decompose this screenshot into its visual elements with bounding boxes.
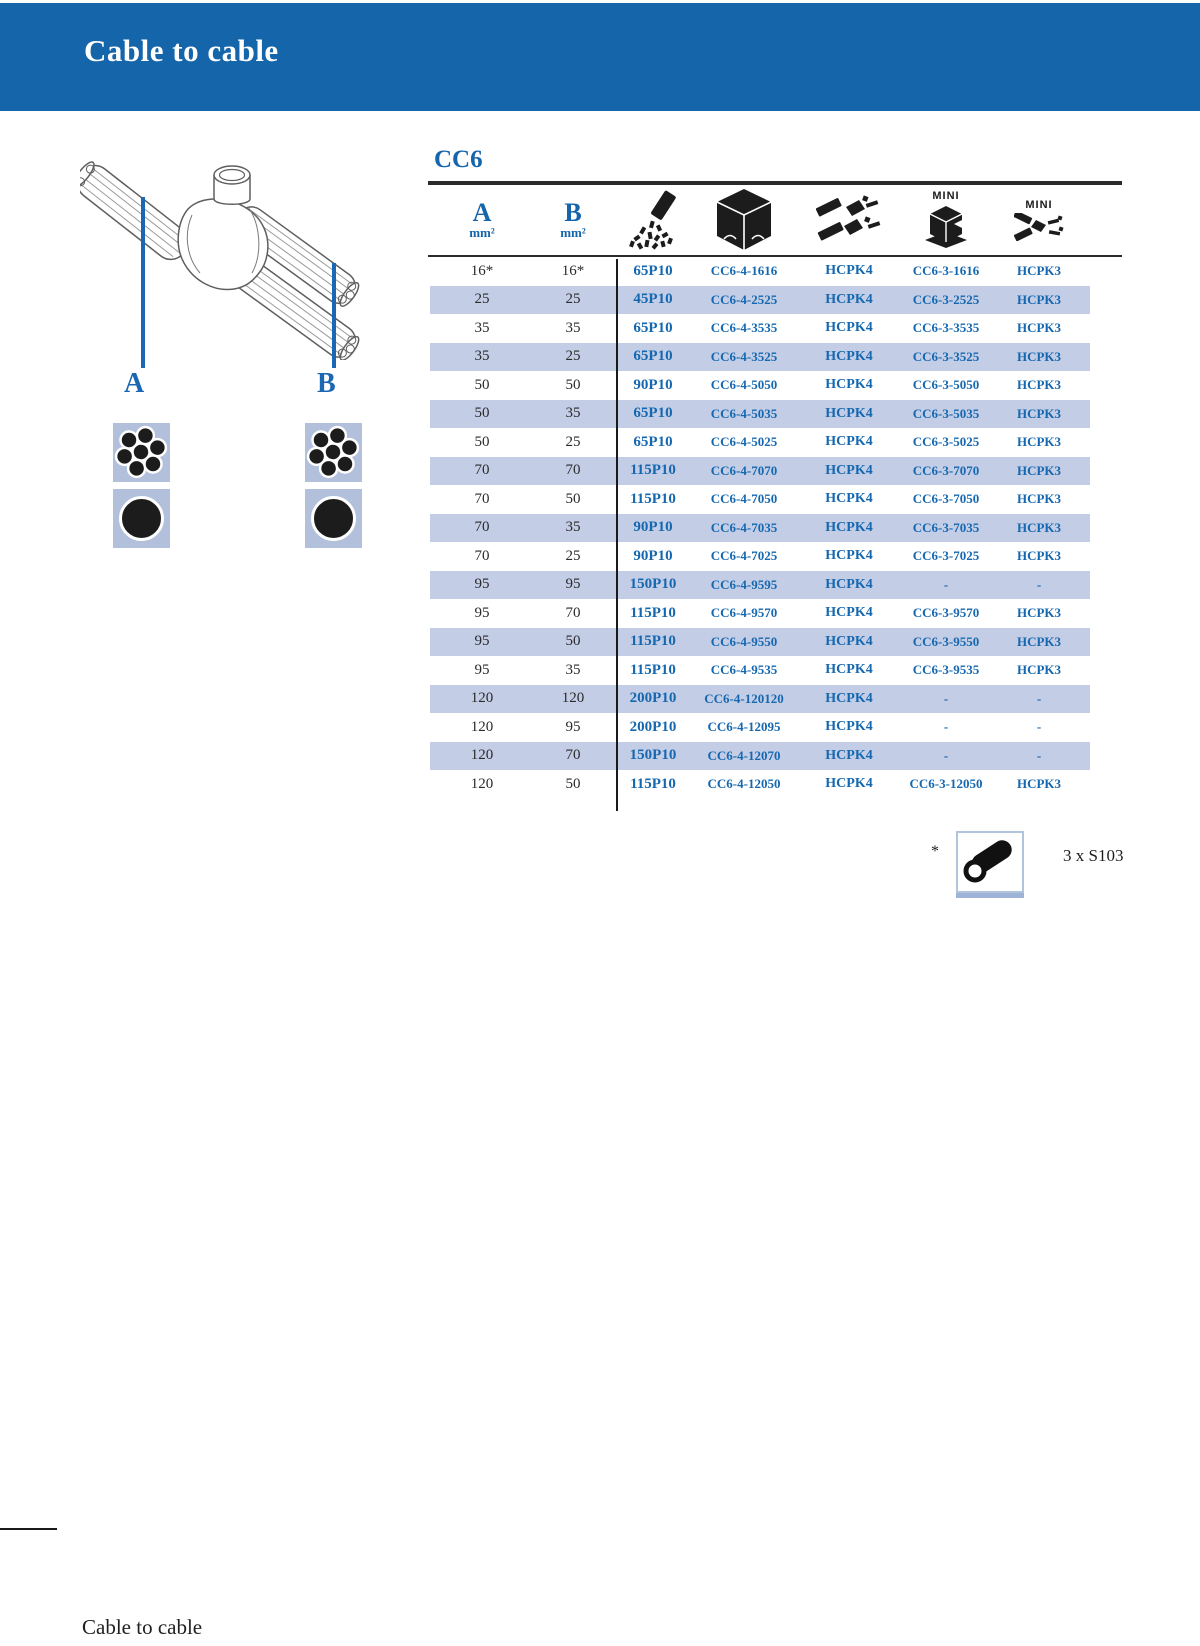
table-row: [430, 457, 1090, 486]
table-cell: 120: [470, 718, 494, 735]
table-cell: CC6-4-9550: [710, 633, 778, 649]
table-cell: 25: [565, 348, 581, 365]
table-cell: HCPK4: [825, 263, 873, 279]
pointer-line-b: [332, 263, 336, 368]
mini-shell-icon: [924, 204, 968, 250]
table-cell: CC6-4-2525: [710, 291, 778, 307]
table-cell: 95: [474, 661, 490, 678]
label-a: A: [124, 368, 145, 399]
table-row: [430, 371, 1090, 400]
table-vertical-divider: [616, 259, 618, 811]
table-cell: 70: [565, 604, 581, 621]
table-cell: HCPK3: [1016, 462, 1062, 478]
table-cell: HCPK3: [1016, 405, 1062, 421]
table-cell: CC6-3-5035: [912, 405, 980, 421]
table-row: [430, 713, 1090, 742]
table-cell: CC6-4-120120: [704, 690, 784, 706]
table-row: [430, 656, 1090, 685]
table-cell: 90P10: [633, 519, 673, 536]
stranded-conductor-icon: [305, 423, 362, 482]
tile-b-solid: [305, 489, 362, 548]
table-cell: 45P10: [633, 291, 673, 308]
table-cell: 70: [474, 519, 490, 536]
column-header-shell: [694, 189, 794, 251]
table-cell: 95: [474, 576, 490, 593]
table-cell: CC6-4-1616: [710, 263, 778, 279]
connector-body-drawing: [178, 166, 268, 289]
mini-connector-icon: [1014, 213, 1064, 241]
table-cell: -: [1036, 576, 1042, 592]
table-row: [430, 770, 1090, 799]
table-cell: HCPK4: [825, 348, 873, 364]
table-cell: 120: [470, 690, 494, 707]
table-title: CC6: [434, 146, 483, 173]
footnote-cable-box: [956, 831, 1024, 893]
table-cell: 150P10: [629, 747, 677, 764]
table-cell: CC6-3-7050: [912, 491, 980, 507]
table-cell: 65P10: [633, 348, 673, 365]
stranded-conductor-icon: [113, 423, 170, 482]
table-cell: HCPK4: [825, 719, 873, 735]
footnote-box-strip: [956, 893, 1024, 898]
table-row: [430, 400, 1090, 429]
table-row: [430, 571, 1090, 600]
table-cell: HCPK3: [1016, 348, 1062, 364]
table-cell: 150P10: [629, 576, 677, 593]
mini-caption: MINI: [932, 189, 960, 202]
table-cell: HCPK4: [825, 377, 873, 393]
table-cell: 50: [565, 775, 581, 792]
table-cell: 50: [565, 490, 581, 507]
table-cell: 35: [565, 661, 581, 678]
tile-a-solid: [113, 489, 170, 548]
column-header-resin: [612, 190, 694, 250]
table-cell: CC6-4-9535: [710, 662, 778, 678]
table-cell: -: [943, 719, 949, 735]
table-cell: HCPK4: [825, 434, 873, 450]
table-cell: CC6-3-2525: [912, 291, 980, 307]
table-cell: 35: [565, 319, 581, 336]
column-a-label: A: [472, 197, 492, 227]
table-cell: 25: [474, 291, 490, 308]
table-cell: -: [943, 576, 949, 592]
table-cell: 35: [565, 405, 581, 422]
table-cell: 200P10: [629, 718, 677, 735]
table-cell: -: [943, 690, 949, 706]
table-cell: CC6-4-9595: [710, 576, 778, 592]
table-cell: 65P10: [633, 262, 673, 279]
table-cell: CC6-4-5050: [710, 377, 778, 393]
tile-a-stranded: [113, 423, 170, 482]
table-cell: 65P10: [633, 319, 673, 336]
table-cell: HCPK4: [825, 491, 873, 507]
table-cell: CC6-4-5035: [710, 405, 778, 421]
tile-b-stranded: [305, 423, 362, 482]
table-cell: HCPK4: [825, 519, 873, 535]
table-cell: 16*: [470, 262, 494, 279]
table-row: [430, 428, 1090, 457]
table-cell: 120: [561, 690, 585, 707]
footnote-asterisk: *: [931, 843, 939, 860]
solid-conductor-icon: [113, 489, 170, 548]
table-row: [430, 628, 1090, 657]
cable-a-drawing: [80, 158, 194, 266]
table-cell: HCPK3: [1016, 662, 1062, 678]
table-cell: CC6-3-9535: [912, 662, 980, 678]
table-cell: 95: [474, 604, 490, 621]
table-cell: HCPK3: [1016, 320, 1062, 336]
table-cell: HCPK3: [1016, 263, 1062, 279]
column-header-b: [534, 197, 612, 240]
cable-stub-icon: [958, 833, 1018, 887]
table-cell: CC6-3-1616: [912, 263, 980, 279]
table-cell: 70: [474, 462, 490, 479]
column-header-mini-connector: [988, 200, 1090, 241]
table-cell: 65P10: [633, 433, 673, 450]
table-cell: 25: [565, 433, 581, 450]
table-cell: 120: [470, 747, 494, 764]
table-cell: CC6-3-3525: [912, 348, 980, 364]
table-rows: [428, 257, 1122, 799]
product-table: [428, 147, 1122, 799]
table-cell: 50: [474, 376, 490, 393]
table-cell: CC6-3-5025: [912, 434, 980, 450]
table-cell: CC6-4-5025: [710, 434, 778, 450]
table-cell: 35: [474, 319, 490, 336]
table-cell: HCPK4: [825, 776, 873, 792]
table-cell: CC6-4-7025: [710, 548, 778, 564]
table-cell: CC6-4-7050: [710, 491, 778, 507]
table-cell: 70: [474, 490, 490, 507]
column-header-mini-shell: [904, 191, 988, 250]
table-cell: -: [1036, 690, 1042, 706]
table-cell: -: [1036, 747, 1042, 763]
table-cell: HCPK4: [825, 633, 873, 649]
table-cell: 70: [565, 462, 581, 479]
table-cell: 115P10: [630, 604, 676, 621]
table-cell: 70: [474, 547, 490, 564]
table-cell: CC6-3-12050: [909, 776, 983, 792]
column-b-unit: mm²: [560, 224, 586, 240]
table-cell: 25: [565, 547, 581, 564]
table-cell: HCPK3: [1016, 491, 1062, 507]
table-cell: HCPK4: [825, 320, 873, 336]
table-cell: CC6-3-9550: [912, 633, 980, 649]
table-cell: HCPK3: [1016, 605, 1062, 621]
table-cell: 115P10: [630, 462, 676, 479]
table-cell: HCPK3: [1016, 377, 1062, 393]
table-cell: 35: [565, 519, 581, 536]
table-cell: 50: [474, 405, 490, 422]
table-cell: 90P10: [633, 376, 673, 393]
table-row: [430, 314, 1090, 343]
table-row: [430, 542, 1090, 571]
cable-connector-illustration: [80, 148, 390, 360]
table-cell: 115P10: [630, 775, 676, 792]
table-cell: 16*: [561, 262, 585, 279]
connector-clamps-icon: [816, 194, 882, 246]
table-row: [430, 485, 1090, 514]
column-header-a: [430, 197, 534, 240]
table-cell: CC6-3-7035: [912, 519, 980, 535]
table-cell: 115P10: [630, 633, 676, 650]
solid-conductor-icon: [305, 489, 362, 548]
page-title: Cable to cable: [84, 33, 279, 68]
table-cell: 50: [565, 633, 581, 650]
table-cell: 70: [565, 747, 581, 764]
table-cell: CC6-3-7070: [912, 462, 980, 478]
table-cell: HCPK4: [825, 548, 873, 564]
table-cell: HCPK3: [1016, 776, 1062, 792]
table-cell: 90P10: [633, 547, 673, 564]
table-cell: CC6-4-3535: [710, 320, 778, 336]
table-cell: 95: [565, 576, 581, 593]
table-cell: -: [943, 747, 949, 763]
table-cell: 35: [474, 348, 490, 365]
table-cell: CC6-4-7070: [710, 462, 778, 478]
table-row: [430, 742, 1090, 771]
table-cell: HCPK3: [1016, 548, 1062, 564]
table-row: [430, 514, 1090, 543]
pointer-line-a: [141, 197, 145, 368]
table-cell: 115P10: [630, 661, 676, 678]
table-cell: 200P10: [629, 690, 677, 707]
table-row: [430, 685, 1090, 714]
table-cell: CC6-3-5050: [912, 377, 980, 393]
table-cell: CC6-4-9570: [710, 605, 778, 621]
table-cell: HCPK4: [825, 405, 873, 421]
table-cell: 115P10: [630, 490, 676, 507]
table-cell: CC6-3-3535: [912, 320, 980, 336]
table-row: [430, 599, 1090, 628]
table-cell: 95: [565, 718, 581, 735]
resin-pour-icon: [626, 190, 680, 250]
table-cell: 50: [474, 433, 490, 450]
table-cell: HCPK3: [1016, 519, 1062, 535]
table-cell: HCPK4: [825, 291, 873, 307]
table-cell: HCPK4: [825, 605, 873, 621]
table-cell: CC6-4-7035: [710, 519, 778, 535]
table-cell: 120: [470, 775, 494, 792]
label-b: B: [317, 368, 336, 399]
table-cell: CC6-4-12070: [707, 747, 781, 763]
footnote-text: 3 x S103: [1063, 846, 1124, 865]
table-cell: HCPK4: [825, 747, 873, 763]
table-cell: -: [1036, 719, 1042, 735]
footer-rule: [0, 1528, 57, 1530]
table-cell: HCPK4: [825, 662, 873, 678]
table-cell: 50: [565, 376, 581, 393]
table-cell: CC6-3-9570: [912, 605, 980, 621]
table-cell: HCPK4: [825, 576, 873, 592]
table-cell: HCPK3: [1016, 633, 1062, 649]
table-cell: HCPK3: [1016, 291, 1062, 307]
table-cell: HCPK4: [825, 462, 873, 478]
table-cell: HCPK3: [1016, 434, 1062, 450]
table-cell: HCPK4: [825, 690, 873, 706]
table-header-row: [430, 185, 1090, 255]
footer-title: Cable to cable: [82, 1615, 203, 1639]
column-header-connectors: [794, 194, 904, 246]
column-b-label: B: [564, 197, 582, 227]
table-row: [430, 286, 1090, 315]
page-header-bar: [0, 3, 1200, 111]
shell-box-icon: [716, 189, 772, 251]
mini-caption: MINI: [1025, 198, 1053, 211]
table-cell: CC6-4-12095: [707, 719, 781, 735]
table-cell: 65P10: [633, 405, 673, 422]
table-cell: CC6-4-12050: [707, 776, 781, 792]
table-cell: 25: [565, 291, 581, 308]
table-row: [430, 343, 1090, 372]
table-cell: CC6-3-7025: [912, 548, 980, 564]
column-a-unit: mm²: [469, 224, 495, 240]
table-row: [430, 257, 1090, 286]
table-cell: CC6-4-3525: [710, 348, 778, 364]
table-cell: 95: [474, 633, 490, 650]
